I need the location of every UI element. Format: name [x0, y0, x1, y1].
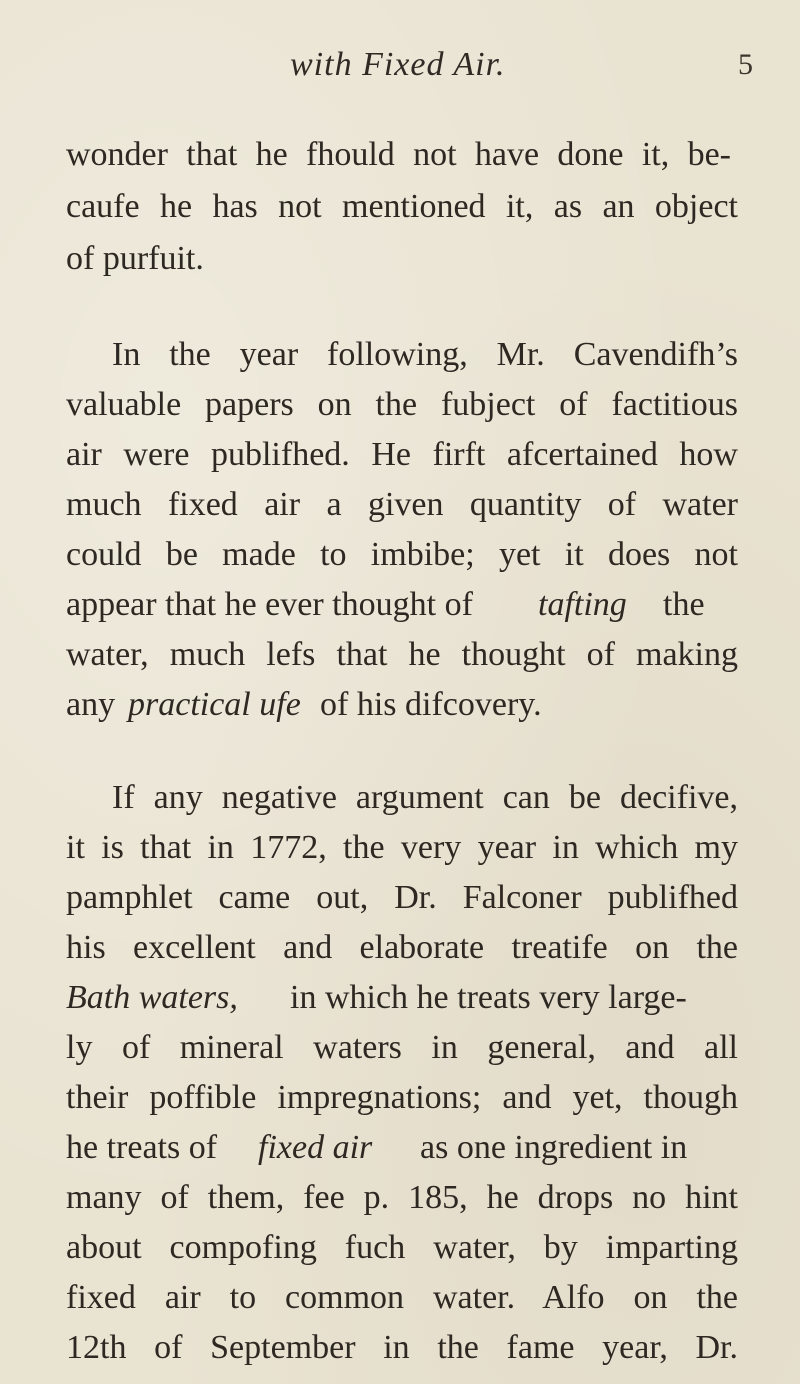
- text-line: [0, 1223, 800, 1273]
- text-line: [0, 823, 800, 873]
- text-line: [0, 234, 800, 284]
- line-text: he treats of: [66, 1129, 218, 1166]
- text-line: [0, 380, 800, 430]
- italic-text: tafting: [538, 586, 627, 623]
- italic-text: practical ufe: [128, 686, 301, 723]
- text-line: [0, 1023, 800, 1073]
- line-text: many of them, fee p. 185, he drops no hint: [66, 1179, 738, 1216]
- line-text: ly of mineral waters in general, and all: [66, 1029, 738, 1066]
- italic-text: fixed air: [258, 1129, 373, 1166]
- line-text: of his difcovery.: [320, 686, 542, 723]
- text-line: [0, 1273, 800, 1323]
- running-title: with Fixed Air.: [290, 46, 506, 83]
- line-text: In the year following, Mr. Cavendifh’s: [112, 336, 738, 373]
- text-line: [0, 130, 800, 180]
- line-text: could be made to imbibe; yet it does not: [66, 536, 738, 573]
- running-head: [0, 46, 800, 96]
- line-text: his excellent and elaborate treatife on the: [66, 929, 738, 966]
- text-line: [0, 973, 800, 1023]
- text-line: [0, 680, 800, 730]
- text-line: [0, 923, 800, 973]
- text-line: [0, 1173, 800, 1223]
- text-line: [0, 330, 800, 380]
- text-line: [0, 873, 800, 923]
- line-text: fixed air to common water. Alfo on the: [66, 1279, 738, 1316]
- line-text: appear that he ever thought of: [66, 586, 473, 623]
- text-line: [0, 1323, 800, 1373]
- line-text: as one ingredient in: [420, 1129, 688, 1166]
- line-text: the: [663, 586, 705, 623]
- line-text: 12th of September in the fame year, Dr.: [66, 1329, 738, 1366]
- line-text: about compofing fuch water, by imparting: [66, 1229, 738, 1266]
- line-text: of purfuit.: [66, 240, 204, 277]
- text-line: [0, 430, 800, 480]
- text-line: [0, 530, 800, 580]
- line-text: If any negative argument can be decifive,: [112, 779, 738, 816]
- line-text: their poffible impregnations; and yet, though: [66, 1079, 738, 1116]
- text-line: [0, 630, 800, 680]
- text-line: [0, 1123, 800, 1173]
- line-text: air were publifhed. He firft afcertained how: [66, 436, 738, 473]
- line-text: valuable papers on the fubject of factitious: [66, 386, 738, 423]
- line-text: water, much lefs that he thought of making: [66, 636, 738, 673]
- text-line: [0, 182, 800, 232]
- text-line: [0, 773, 800, 823]
- text-line: [0, 1073, 800, 1123]
- line-text: wonder that he fhould not have done it, be-: [66, 136, 731, 173]
- text-line: [0, 580, 800, 630]
- text-line: [0, 480, 800, 530]
- line-text: any: [66, 686, 116, 723]
- line-text: in which he treats very large-: [290, 979, 687, 1016]
- page-number: 5: [738, 48, 753, 81]
- line-text: it is that in 1772, the very year in which my: [66, 829, 738, 866]
- line-text: pamphlet came out, Dr. Falconer publifhed: [66, 879, 738, 916]
- line-text: much fixed air a given quantity of water: [66, 486, 738, 523]
- italic-text: Bath waters,: [66, 979, 238, 1016]
- line-text: caufe he has not mentioned it, as an object: [66, 188, 738, 225]
